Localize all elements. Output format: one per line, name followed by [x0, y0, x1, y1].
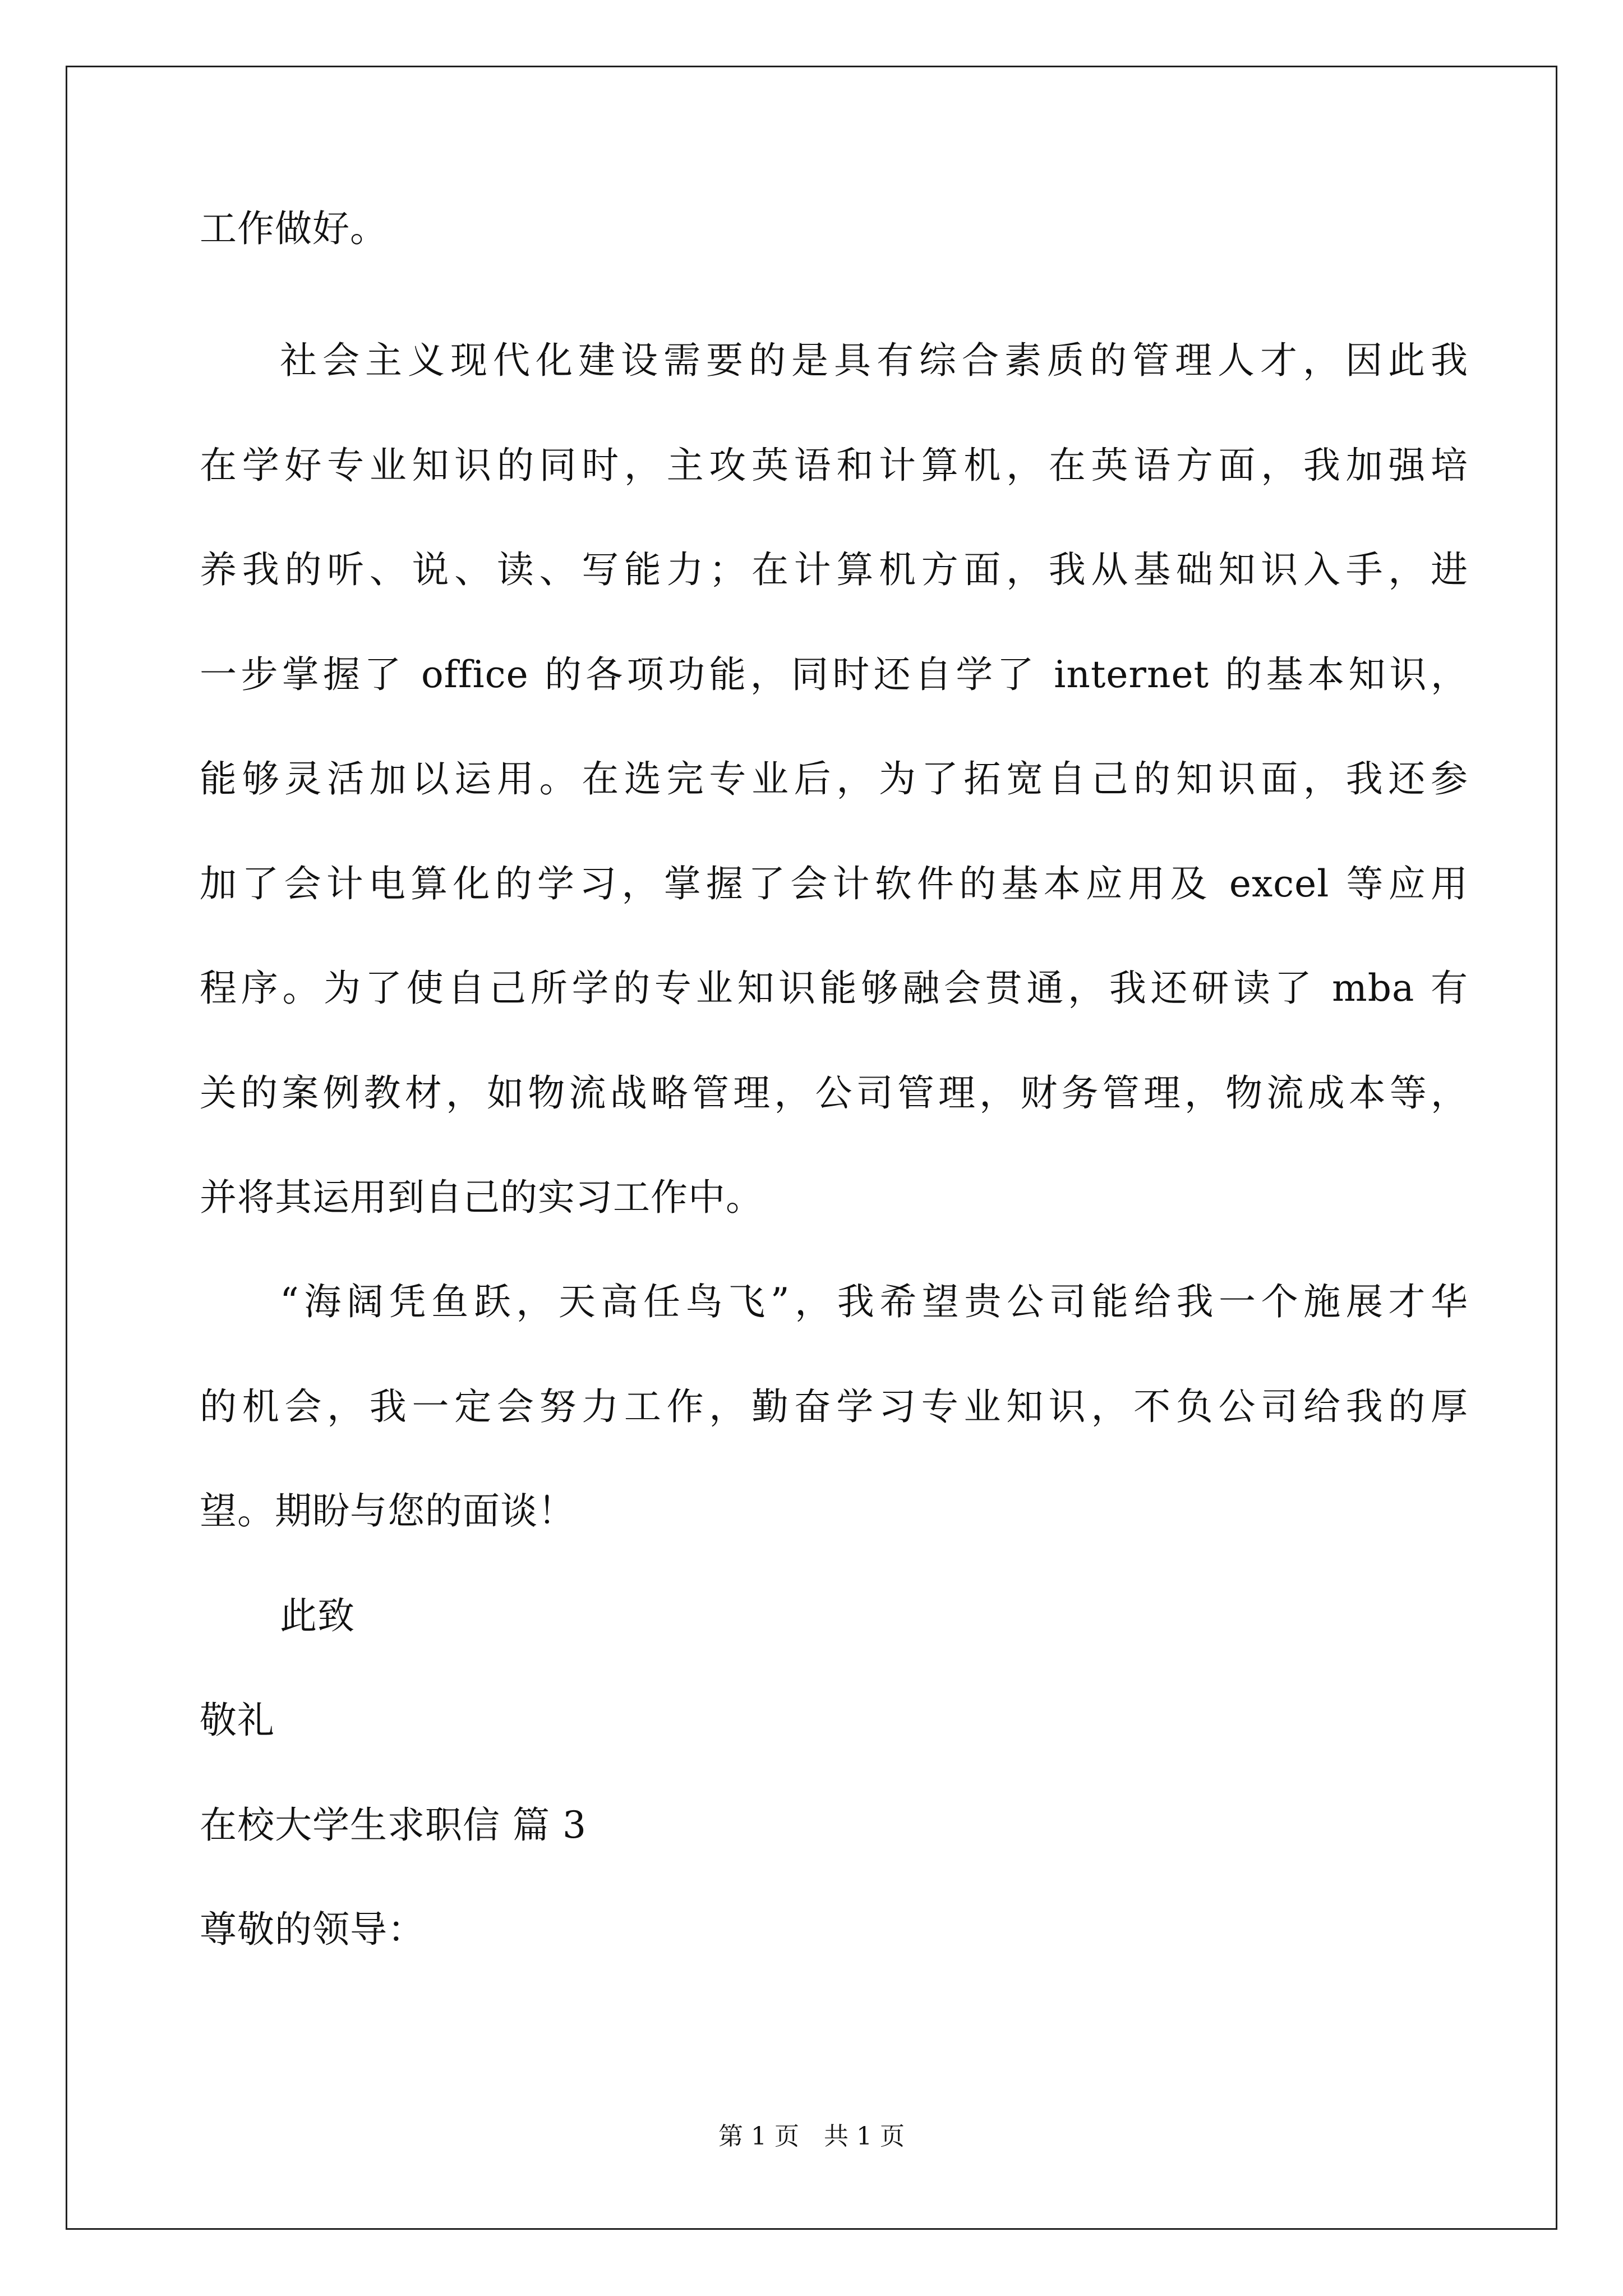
body-line-8: 程序。为了使自己所学的专业知识能够融会贯通，我还研读了 mba 有 [200, 967, 1468, 1010]
greeting-line: 尊敬的领导： [200, 1908, 425, 1951]
body-line-10: 并将其运用到自己的实习工作中。 [200, 1176, 763, 1219]
closing-salutation: 此致 [280, 1594, 355, 1637]
body-line-2: 社会主义现代化建设需要的是具有综合素质的管理人才，因此我 [280, 339, 1468, 382]
body-line-5: 一步掌握了 office 的各项功能，同时还自学了 internet 的基本知识， [200, 653, 1468, 696]
body-line-9: 关的案例教材，如物流战略管理，公司管理，财务管理，物流成本等， [200, 1071, 1468, 1115]
body-line-6: 能够灵活加以运用。在选完专业后，为了拓宽自己的知识面，我还参 [200, 757, 1468, 800]
body-line-7: 加了会计电算化的学习，掌握了会计软件的基本应用及 excel 等应用 [200, 862, 1468, 905]
body-line-3: 在学好专业知识的同时，主攻英语和计算机，在英语方面，我加强培 [200, 444, 1468, 487]
closing-regards: 敬礼 [200, 1699, 275, 1742]
section-heading: 在校大学生求职信 篇 3 [200, 1803, 587, 1847]
body-line-4: 养我的听、说、读、写能力；在计算机方面，我从基础知识入手，进 [200, 548, 1468, 591]
page-border [66, 66, 1557, 2230]
body-line-11: “海阔凭鱼跃，天高任鸟飞”，我希望贵公司能给我一个施展才华 [280, 1280, 1468, 1323]
page-footer: 第 1 页 共 1 页 [718, 2122, 905, 2151]
body-line-13: 望。期盼与您的面谈！ [200, 1489, 575, 1533]
body-line-1: 工作做好。 [200, 207, 388, 250]
body-line-12: 的机会，我一定会努力工作，勤奋学习专业知识，不负公司给我的厚 [200, 1385, 1468, 1428]
